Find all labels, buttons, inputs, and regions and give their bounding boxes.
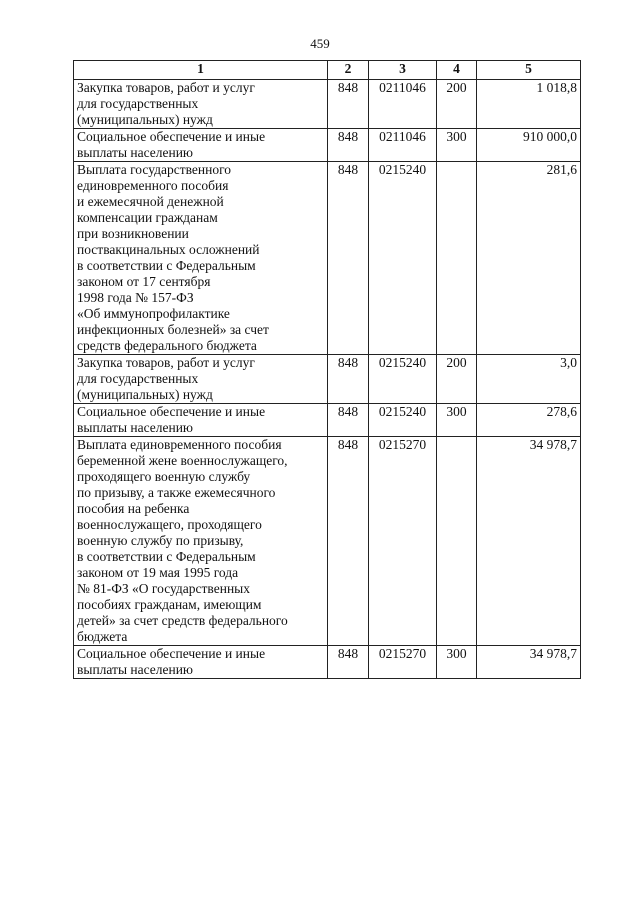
row-name-line: бюджета [77,629,128,644]
row-code-cell: 848 [328,162,369,355]
row-name-line: законом от 19 мая 1995 года [77,565,239,580]
row-code-cell: 848 [328,404,369,437]
budget-table [73,60,581,679]
row-name-line: Закупка товаров, работ и услуг [77,355,255,370]
row-name-line: проходящего военную службу [77,469,251,484]
row-name-line: единовременного пособия [77,178,229,193]
row-code-cell: 848 [328,80,369,129]
table-row [74,129,581,162]
row-name-line: (муниципальных) нужд [77,112,213,127]
row-type-cell: 200 [437,80,477,129]
row-name-line: беременной жене военнослужащего, [77,453,288,468]
row-target-cell: 0215240 [369,162,437,355]
row-name-cell [74,80,328,129]
row-target-cell: 0211046 [369,129,437,162]
row-target-cell: 0215240 [369,355,437,404]
table-row [74,404,581,437]
row-amount-cell: 3,0 [477,355,581,404]
row-name-line: компенсации гражданам [77,210,218,225]
row-name-cell [74,437,328,646]
row-name-line: «Об иммунопрофилактике [77,306,230,321]
header-col-5: 5 [477,61,581,80]
row-name-line: Выплата единовременного пособия [77,437,282,452]
row-name-line: при возникновении [77,226,189,241]
row-name-line: пособия на ребенка [77,501,190,516]
table-row [74,80,581,129]
row-code-cell: 848 [328,355,369,404]
row-name-cell [74,646,328,679]
row-code-cell: 848 [328,437,369,646]
row-name-line: поствакцинальных осложнений [77,242,260,257]
row-name-line: пособиях гражданам, имеющим [77,597,262,612]
row-name-line: Социальное обеспечение и иные [77,129,266,144]
row-name-cell [74,355,328,404]
row-amount-cell: 34 978,7 [477,437,581,646]
row-name-line: средств федерального бюджета [77,338,257,353]
header-col-4: 4 [437,61,477,80]
row-type-cell [437,162,477,355]
row-name-line: Социальное обеспечение и иные [77,404,266,419]
row-name-cell [74,162,328,355]
row-name-line: выплаты населению [77,662,194,677]
row-type-cell: 300 [437,404,477,437]
row-amount-cell: 34 978,7 [477,646,581,679]
row-name-line: Социальное обеспечение и иные [77,646,266,661]
row-name-cell [74,404,328,437]
table-row [74,437,581,646]
header-row [74,61,581,80]
table-row [74,355,581,404]
row-amount-cell: 281,6 [477,162,581,355]
row-amount-cell: 1 018,8 [477,80,581,129]
row-type-cell: 300 [437,646,477,679]
row-name-line: № 81-ФЗ «О государственных [77,581,250,596]
header-col-1: 1 [74,61,328,80]
row-name-line: Закупка товаров, работ и услуг [77,80,255,95]
row-name-line: в соответствии с Федеральным [77,258,256,273]
row-name-line: (муниципальных) нужд [77,387,213,402]
header-col-3: 3 [369,61,437,80]
row-name-cell [74,129,328,162]
row-name-line: выплаты населению [77,420,194,435]
row-name-line: военную службу по призыву, [77,533,244,548]
row-amount-cell: 278,6 [477,404,581,437]
row-target-cell: 0215270 [369,646,437,679]
row-type-cell [437,437,477,646]
row-name-line: по призыву, а также ежемесячного [77,485,276,500]
row-name-line: инфекционных болезней» за счет [77,322,269,337]
row-name-line: военнослужащего, проходящего [77,517,262,532]
table-row [74,646,581,679]
table-row [74,162,581,355]
row-name-line: детей» за счет средств федерального [77,613,288,628]
header-col-2: 2 [328,61,369,80]
row-code-cell: 848 [328,646,369,679]
row-name-line: законом от 17 сентября [77,274,211,289]
row-amount-cell: 910 000,0 [477,129,581,162]
row-type-cell: 200 [437,355,477,404]
row-type-cell: 300 [437,129,477,162]
row-name-line: выплаты населению [77,145,194,160]
row-name-line: в соответствии с Федеральным [77,549,256,564]
row-target-cell: 0211046 [369,80,437,129]
row-name-line: и ежемесячной денежной [77,194,224,209]
row-name-line: 1998 года № 157-ФЗ [77,290,194,305]
row-target-cell: 0215270 [369,437,437,646]
row-target-cell: 0215240 [369,404,437,437]
row-name-line: Выплата государственного [77,162,232,177]
row-name-line: для государственных [77,371,199,386]
row-name-line: для государственных [77,96,199,111]
row-code-cell: 848 [328,129,369,162]
page-number: 459 [310,36,330,51]
